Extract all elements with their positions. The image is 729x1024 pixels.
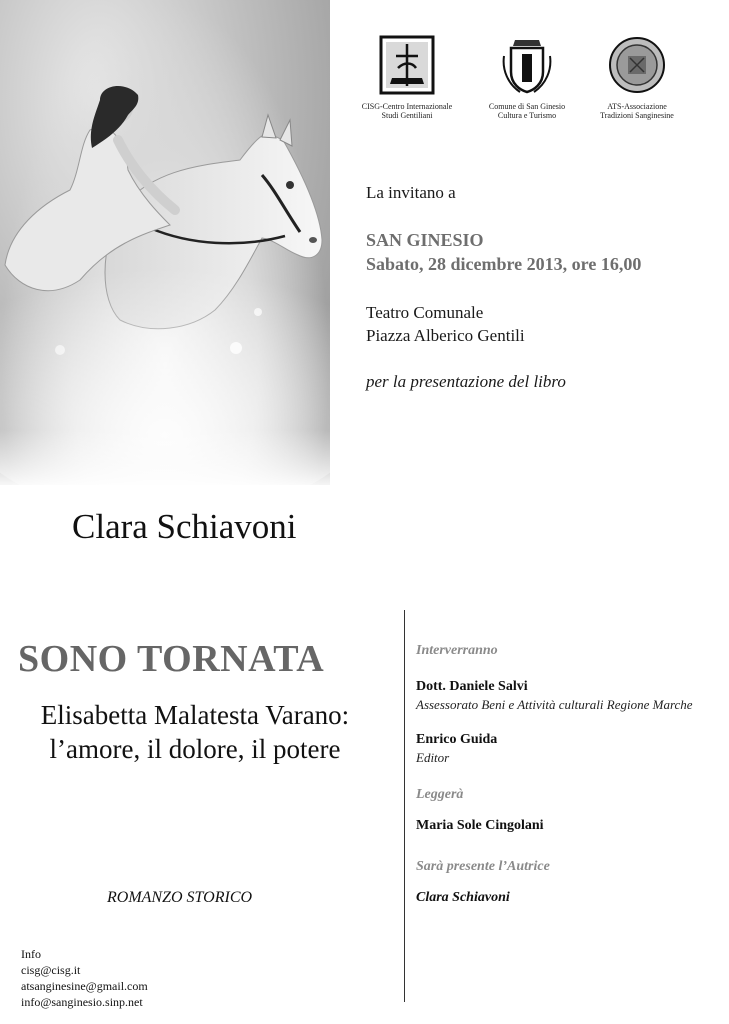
logo-caption-line2: Studi Gentiliani — [381, 111, 433, 120]
venue-name: Teatro Comunale — [366, 303, 484, 322]
logo-caption-line1: Comune di San Ginesio — [488, 102, 566, 111]
author-presence-heading: Sarà presente l’Autrice — [416, 859, 550, 874]
logo-caption-line1: CISG-Centro Internazionale — [361, 102, 453, 111]
rider-horse-illustration — [0, 0, 330, 485]
photo-fade — [0, 430, 330, 490]
info-block — [21, 946, 148, 1010]
cover-photo — [0, 0, 330, 485]
invite-purpose: per la presentazione del libro — [366, 372, 566, 391]
reader-name: Maria Sole Cingolani — [416, 818, 544, 833]
logo-cisg — [352, 34, 462, 120]
event-datetime: Sabato, 28 dicembre 2013, ore 16,00 — [366, 254, 642, 274]
speaker-role: Assessorato Beni e Attività culturali Regione Marche — [416, 697, 693, 712]
author-name: Clara Schiavoni — [72, 507, 297, 546]
speaker-role: Editor — [416, 750, 450, 765]
emblem-icon — [378, 34, 436, 96]
logo-san-ginesio — [472, 34, 582, 120]
info-label: Info — [21, 947, 41, 961]
logo-ats — [582, 34, 692, 120]
logo-caption-line2: Tradizioni Sanginesine — [600, 111, 674, 120]
speaker-name: Dott. Daniele Salvi — [416, 679, 528, 694]
book-genre: ROMANZO STORICO — [107, 889, 253, 906]
book-subtitle-line2: l’amore, il dolore, il potere — [49, 734, 341, 764]
column-divider — [404, 610, 405, 1002]
book-subtitle-line1: Elisabetta Malatesta Varano: — [40, 700, 350, 730]
logo-caption-line1: ATS-Associazione — [607, 102, 667, 111]
logo-caption-line2: Cultura e Turismo — [497, 111, 557, 120]
present-author-name: Clara Schiavoni — [416, 890, 510, 905]
invite-intro: La invitano a — [366, 183, 456, 202]
speakers-heading: Interverranno — [416, 643, 498, 658]
event-place: SAN GINESIO — [366, 230, 484, 250]
info-email[interactable]: info@sanginesio.sinp.net — [21, 995, 143, 1009]
info-email[interactable]: atsanginesine@gmail.com — [21, 979, 148, 993]
info-email[interactable]: cisg@cisg.it — [21, 963, 81, 977]
venue-address: Piazza Alberico Gentili — [366, 326, 525, 345]
speaker-name: Enrico Guida — [416, 732, 498, 747]
seal-icon — [608, 34, 666, 96]
book-title: SONO TORNATA — [18, 638, 325, 680]
reader-heading: Leggerà — [416, 787, 464, 802]
crest-icon — [498, 34, 556, 96]
